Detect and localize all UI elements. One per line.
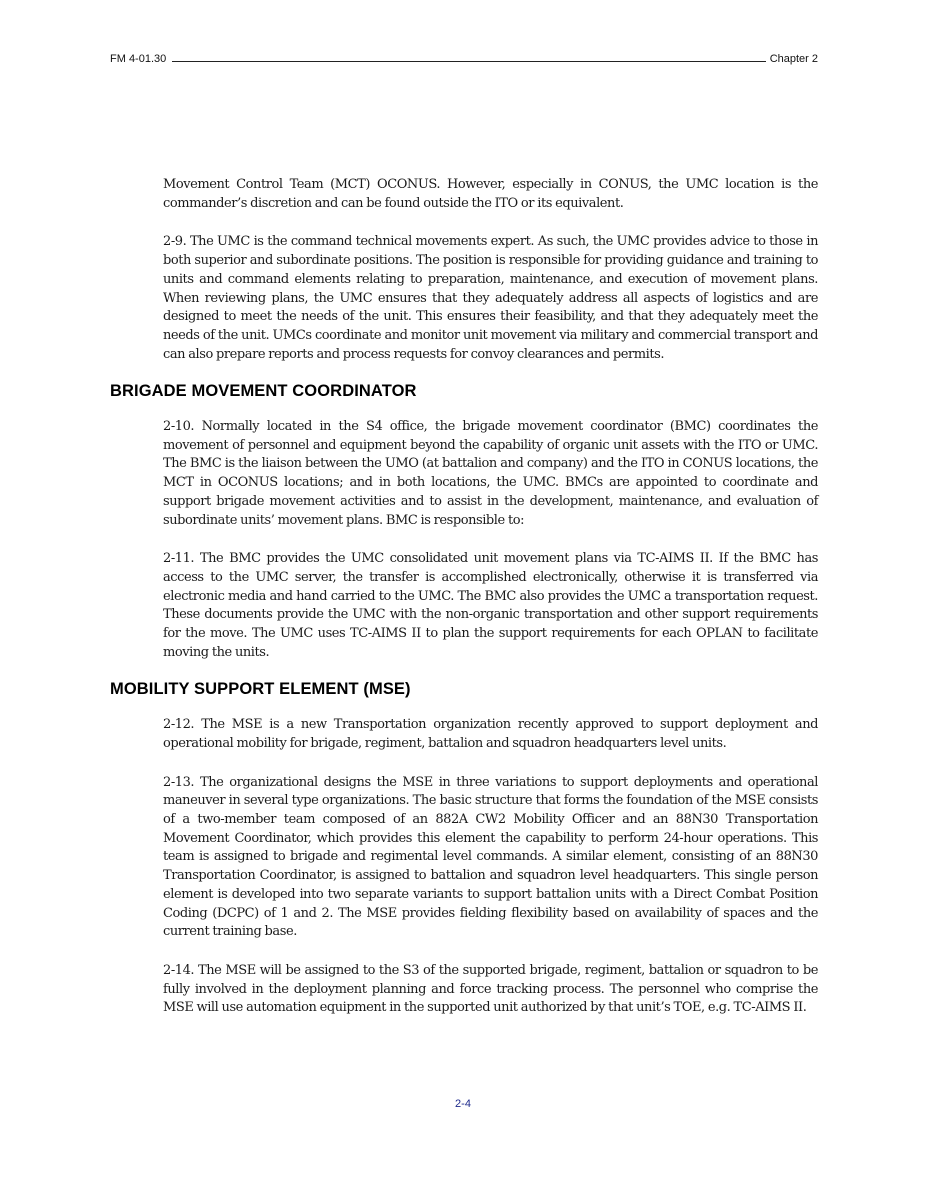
page-body bbox=[110, 176, 818, 1018]
paragraph-2-10: 2-10. Normally located in the S4 office, the brigade movement coordinator (BMC) coordinates the movement of personnel and equipment beyond the capability of organic unit assets with the ITO or UMC. The BMC is the liaison between the UMO (at battalion and company) and the ITO in CONUS locations, the MCT in OCONUS locations; and in both locations, the UMC. BMCs are appointed to coordinate and support brigade movement activities and to assist in the development, maintenance, and evaluation of subordinate units’ movement plans. BMC is responsible to: bbox=[163, 419, 818, 528]
paragraph-2-11: 2-11. The BMC provides the UMC consolidated unit movement plans via TC-AIMS II. If the BMC has access to the UMC server, the transfer is accomplished electronically, otherwise it is transferred via electronic media and hand carried to the UMC. The BMC also provides the UMC a transportation request. These documents provide the UMC with the non-organic transportation and other support requirements for the move. The UMC uses TC-AIMS II to plan the support requirements for each OPLAN to facilitate moving the units. bbox=[163, 551, 818, 660]
paragraph-continued: Movement Control Team (MCT) OCONUS. However, especially in CONUS, the UMC location is the commander’s discretion and can be found outside the ITO or its equivalent. bbox=[163, 177, 818, 211]
chapter-label: Chapter 2 bbox=[769, 53, 818, 65]
paragraph-2-14: 2-14. The MSE will be assigned to the S3 of the supported brigade, regiment, battalion or squadron to be fully involved in the deployment planning and force tracking process. The personnel who comprise the MSE will use automation equipment in the supported unit authorized by that unit’s TOE, e.g. TC-AIMS II. bbox=[163, 962, 818, 1016]
manual-id: FM 4-01.30 bbox=[110, 53, 167, 65]
header-rule bbox=[172, 61, 765, 62]
paragraph-2-12: 2-12. The MSE is a new Transportation organization recently approved to support deployment and operational mobility for brigade, regiment, battalion and squadron headquarters level units. bbox=[163, 717, 818, 751]
paragraph-2-9: 2-9. The UMC is the command technical movements expert. As such, the UMC provides advice to those in both superior and subordinate positions. The position is responsible for providing guidance and training to units and command elements relating to preparation, maintenance, and execution of movement plans. When reviewing plans, the UMC ensures that they adequately address all aspects of logistics and are designed to meet the needs of the unit. This ensures their feasibility, and that they adequately meet the needs of the unit. UMCs coordinate and monitor unit movement via military and commercial transport and can also prepare reports and process requests for convoy clearances and permits. bbox=[163, 234, 818, 362]
section-heading-mse: MOBILITY SUPPORT ELEMENT (MSE) bbox=[110, 680, 411, 699]
paragraph-2-13: 2-13. The organizational designs the MSE in three variations to support deployments and operational maneuver in several type organizations. The basic structure that forms the foundation of the MSE consists of a two-member team composed of an 882A CW2 Mobility Officer and an 88N30 Transportation Movement Coordinator, which provides this element the capability to perform 24-hour operations. This team is assigned to brigade and regimental level commands. A similar element, consisting of an 88N30 Transportation Coordinator, is assigned to battalion and squadron level headquarters. This single person element is developed into two separate variants to support battalion units with a Direct Combat Position Coding (DCPC) of 1 and 2. The MSE provides fielding flexibility based on availability of spaces and the current training base. bbox=[163, 774, 818, 940]
section-heading-bmc: BRIGADE MOVEMENT COORDINATOR bbox=[110, 382, 417, 401]
running-header bbox=[110, 53, 818, 65]
page-number: 2-4 bbox=[455, 1098, 471, 1110]
